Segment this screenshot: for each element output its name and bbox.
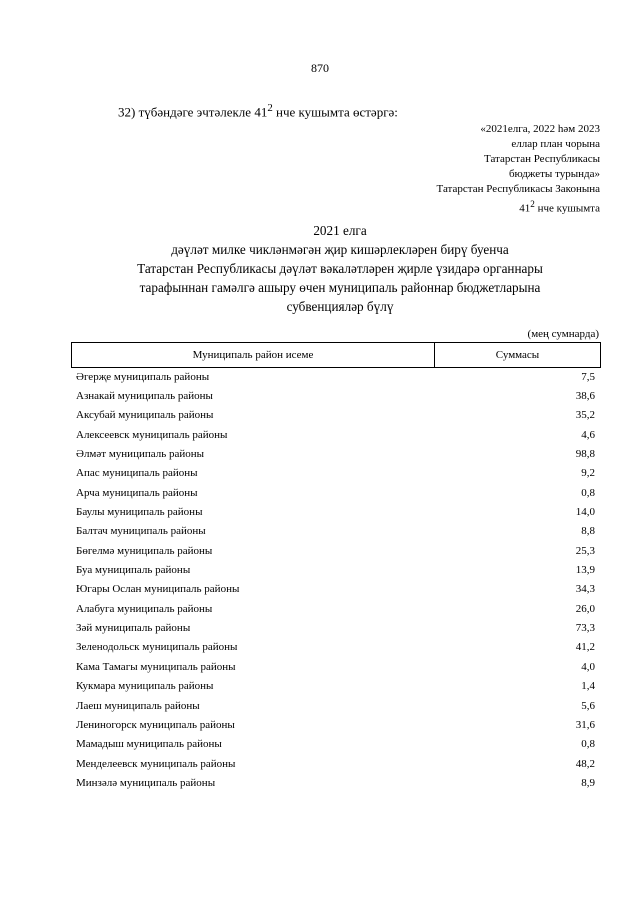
row-district: Кама Тамагы муниципаль районы xyxy=(76,660,236,673)
row-district: Лаеш муниципаль районы xyxy=(76,699,200,712)
row-district: Бөгелмә муниципаль районы xyxy=(76,544,213,557)
row-amount: 9,2 xyxy=(581,467,595,480)
table-row xyxy=(76,502,595,521)
row-district: Алексеевск муниципаль районы xyxy=(76,428,228,441)
intro-superscript: 2 xyxy=(267,102,273,114)
annex-number-text: нче кушымта xyxy=(534,202,600,215)
row-amount: 38,6 xyxy=(575,390,595,403)
row-district: Зәй муниципаль районы xyxy=(76,622,191,635)
annex-number: 41 xyxy=(519,202,531,215)
table-row xyxy=(76,580,595,599)
amendment-intro xyxy=(118,102,398,120)
table-row xyxy=(76,599,595,618)
row-amount: 26,0 xyxy=(575,602,595,615)
table-row xyxy=(76,638,595,657)
annex-line: «2021елга, 2022 һәм 2023 xyxy=(480,123,600,135)
row-amount: 25,3 xyxy=(575,544,595,557)
table-row xyxy=(76,677,595,696)
table-row xyxy=(76,522,595,541)
table-row xyxy=(76,386,595,405)
row-district: Югары Ослан муниципаль районы xyxy=(76,583,240,596)
title-line: дәүләт милке чикләнмәгән җир кишәрлекләрен бирү буенча xyxy=(171,242,509,257)
row-amount: 31,6 xyxy=(575,718,595,731)
table-row xyxy=(76,754,595,773)
row-amount: 41,2 xyxy=(575,641,595,654)
intro-suffix: нче кушымта өстәргә: xyxy=(272,104,398,120)
row-district: Арча муниципаль районы xyxy=(76,486,198,499)
header-district-name: Муниципаль район исеме xyxy=(72,343,435,367)
table-row xyxy=(76,735,595,754)
annex-reference xyxy=(360,122,600,217)
row-amount: 14,0 xyxy=(575,506,595,519)
table-row xyxy=(76,367,595,386)
table-row xyxy=(76,560,595,579)
document-title xyxy=(80,221,600,316)
row-district: Алабуга муниципаль районы xyxy=(76,602,213,615)
row-district: Мамадыш муниципаль районы xyxy=(76,738,222,751)
row-amount: 8,8 xyxy=(581,525,595,538)
table-row xyxy=(76,483,595,502)
title-line: Татарстан Республикасы дәүләт вәкаләтләрен җирле үзидарә органнары xyxy=(137,261,543,276)
row-amount: 0,8 xyxy=(581,486,595,499)
table-row xyxy=(76,425,595,444)
row-district: Зеленодольск муниципаль районы xyxy=(76,641,238,654)
annex-line: Татарстан Республикасы xyxy=(484,153,600,165)
row-district: Кукмара муниципаль районы xyxy=(76,680,214,693)
table-row xyxy=(76,618,595,637)
row-amount: 8,9 xyxy=(581,776,595,789)
table-row xyxy=(76,464,595,483)
units-label: (мең сумнарда) xyxy=(527,328,599,340)
row-district: Менделеевск муниципаль районы xyxy=(76,757,236,770)
row-amount: 98,8 xyxy=(575,448,595,461)
annex-line: еллар план чорына xyxy=(511,138,600,150)
annex-line: Татарстан Республикасы Законына xyxy=(436,183,600,195)
row-district: Аксубай муниципаль районы xyxy=(76,409,214,422)
title-line: 2021 елга xyxy=(313,223,367,238)
row-amount: 4,6 xyxy=(581,428,595,441)
row-district: Баулы муниципаль районы xyxy=(76,506,203,519)
row-amount: 34,3 xyxy=(575,583,595,596)
row-district: Азнакай муниципаль районы xyxy=(76,390,213,403)
row-amount: 7,5 xyxy=(581,370,595,383)
annex-superscript: 2 xyxy=(530,199,535,209)
table-row xyxy=(76,773,595,792)
row-amount: 48,2 xyxy=(575,757,595,770)
row-amount: 0,8 xyxy=(581,738,595,751)
row-district: Минзәлә муниципаль районы xyxy=(76,776,216,789)
intro-prefix: 32) түбәндәге эчтәлекле 41 xyxy=(118,104,268,120)
row-district: Балтач муниципаль районы xyxy=(76,525,206,538)
table-row xyxy=(76,696,595,715)
row-district: Лениногорск муниципаль районы xyxy=(76,718,235,731)
table-body xyxy=(76,367,595,793)
table-row xyxy=(76,541,595,560)
table-row xyxy=(76,715,595,734)
title-line: тарафыннан гамәлгә ашыру өчен муниципаль районнар бюджетларына xyxy=(139,280,541,295)
page-number: 870 xyxy=(311,61,329,75)
row-district: Буа муниципаль районы xyxy=(76,564,191,577)
table-header xyxy=(71,342,601,368)
row-amount: 1,4 xyxy=(581,680,595,693)
row-district: Әлмәт муниципаль районы xyxy=(76,448,205,461)
table-row xyxy=(76,657,595,676)
row-amount: 73,3 xyxy=(575,622,595,635)
header-amount: Суммасы xyxy=(495,349,540,361)
row-district: Апас муниципаль районы xyxy=(76,467,198,480)
row-amount: 4,0 xyxy=(581,660,595,673)
table-row xyxy=(76,444,595,463)
row-amount: 35,2 xyxy=(575,409,595,422)
annex-line-number xyxy=(360,197,600,217)
row-amount: 5,6 xyxy=(581,699,595,712)
title-line: субвенцияләр бүлү xyxy=(286,299,394,314)
row-amount: 13,9 xyxy=(575,564,595,577)
table-row xyxy=(76,406,595,425)
annex-line: бюджеты турында» xyxy=(508,168,600,180)
row-district: Әгерҗе муниципаль районы xyxy=(76,370,210,383)
